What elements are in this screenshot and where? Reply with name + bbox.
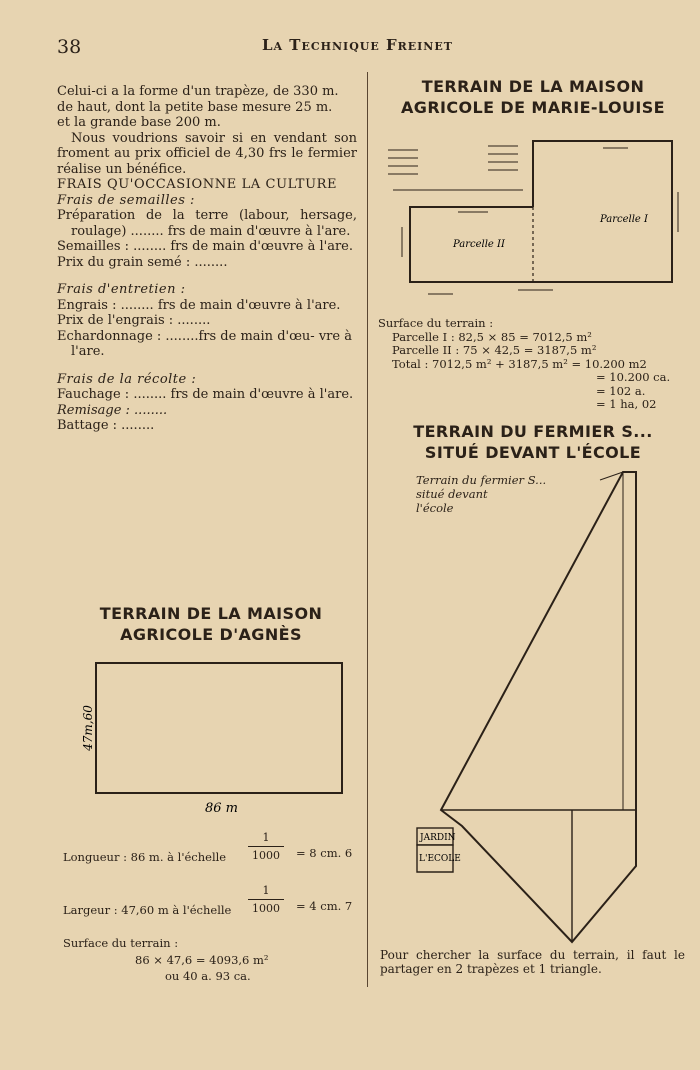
fraction-numerator: 1 — [262, 884, 270, 897]
longueur-result: = 8 cm. 6 — [296, 846, 353, 860]
engrais-line: Engrais : ........ frs de main d'œuvre à l'are. — [57, 297, 341, 313]
intro-line: de haut, dont la petite base mesure 25 m. — [57, 99, 333, 115]
left-column — [57, 84, 357, 434]
marie-title-line1: TERRAIN DE LA MAISON — [421, 77, 645, 96]
entretien-heading: Frais d'entretien : — [57, 282, 186, 297]
fermier-note-line1: Terrain du fermier S... — [416, 473, 547, 487]
column-divider — [367, 72, 368, 987]
marie-p2: Parcelle II : 75 × 42,5 = 3187,5 m² — [392, 343, 597, 357]
fraction-numerator: 1 — [262, 831, 270, 844]
semailles-line: Semailles : ........ frs de main d'œuvre à l'are. — [57, 239, 353, 254]
fermier-plot-outline — [441, 472, 636, 942]
fermier-title — [378, 421, 688, 463]
largeur-scale-fraction — [248, 884, 284, 915]
fermier-title-line1: TERRAIN DU FERMIER S... — [413, 422, 653, 441]
running-title: La Technique Freinet — [262, 36, 453, 54]
recolte-heading: Frais de la récolte : — [57, 371, 197, 387]
agnes-plot-diagram — [70, 655, 360, 815]
fermier-note-line3: l'école — [416, 501, 454, 515]
marie-eq1: = 10.200 ca. — [596, 370, 671, 384]
marie-eq3: = 1 ha, 02 — [596, 397, 657, 411]
marie-title-line2: AGRICOLE DE MARIE-LOUISE — [401, 98, 665, 117]
marie-surface-block — [378, 317, 688, 412]
longueur-scale-fraction — [248, 831, 284, 862]
remisage-line: Remisage : ........ — [57, 402, 168, 418]
fermier-caption: Pour chercher la surface du terrain, il faut le partager en 2 trapèzes et 1 triangle. — [380, 948, 685, 976]
marie-surface-label: Surface du terrain : — [378, 316, 494, 330]
semailles-heading: Frais de semailles : — [57, 192, 195, 208]
agnes-title-line2: AGRICOLE D'AGNÈS — [120, 625, 302, 644]
page-number: 38 — [57, 36, 82, 58]
agnes-surface-ou: ou 40 a. 93 ca. — [165, 969, 251, 983]
longueur-text: Longueur : 86 m. à l'échelle — [63, 850, 227, 864]
agnes-title — [66, 603, 356, 645]
largeur-result: = 4 cm. 7 — [296, 899, 353, 913]
marie-total: Total : 7012,5 m² + 3187,5 m² = 10.200 m2 — [392, 356, 647, 371]
marie-eq2: = 102 a. — [596, 383, 646, 398]
ecole-label: L'ECOLE — [419, 854, 461, 864]
parcelle2-label: Parcelle II — [453, 239, 505, 250]
prix-grain-line: Prix du grain semé : ........ — [57, 254, 228, 270]
fraction-denominator: 1000 — [252, 902, 280, 915]
echardonnage-line: Echardonnage : ........frs de main d'œu- vre à l'are. — [57, 328, 352, 359]
fauchage-line: Fauchage : ........ frs de main d'œuvre à l'are. — [57, 387, 354, 402]
fermier-note-line2: situé devant — [416, 487, 488, 501]
fermier-title-line2: SITUÉ DEVANT L'ÉCOLE — [424, 443, 642, 462]
agnes-title-line1: TERRAIN DE LA MAISON — [99, 604, 323, 623]
marie-plot-outline — [410, 141, 672, 282]
agnes-surface-label: Surface du terrain : — [63, 936, 179, 950]
intro-line: et la grande base 200 m. — [57, 115, 221, 130]
largeur-text: Largeur : 47,60 m à l'échelle — [63, 903, 232, 917]
battage-line: Battage : ........ — [57, 418, 155, 433]
marie-p1: Parcelle I : 82,5 × 85 = 7012,5 m² — [392, 329, 592, 344]
frais-heading: FRAIS QU'OCCASIONNE LA CULTURE — [57, 177, 338, 192]
marie-title — [378, 76, 688, 118]
fermier-plot-diagram — [410, 460, 650, 950]
agnes-surface-calc: 86 × 47,6 = 4093,6 m² — [135, 953, 269, 967]
prix-engrais-line: Prix de l'engrais : ........ — [57, 313, 211, 328]
marie-plot-diagram — [378, 132, 688, 304]
jardin-label: JARDIN — [420, 833, 456, 843]
fraction-denominator: 1000 — [252, 849, 280, 862]
preparation-line: Préparation de la terre (labour, hersage, roulage) ........ frs de main d'œuvre à l'are. — [57, 208, 357, 239]
agnes-plot-rectangle — [96, 663, 342, 793]
intro-line: Celui-ci a la forme d'un trapèze, de 330 m. — [57, 84, 339, 99]
parcelle1-label: Parcelle I — [600, 214, 648, 225]
question-paragraph: Nous voudrions savoir si en vendant son froment au prix officiel de 4,30 frs le fermier réalise un bénéfice. — [57, 130, 357, 177]
agnes-side-label: 47m,60 — [81, 705, 95, 751]
agnes-bottom-label: 86 m — [205, 801, 239, 815]
